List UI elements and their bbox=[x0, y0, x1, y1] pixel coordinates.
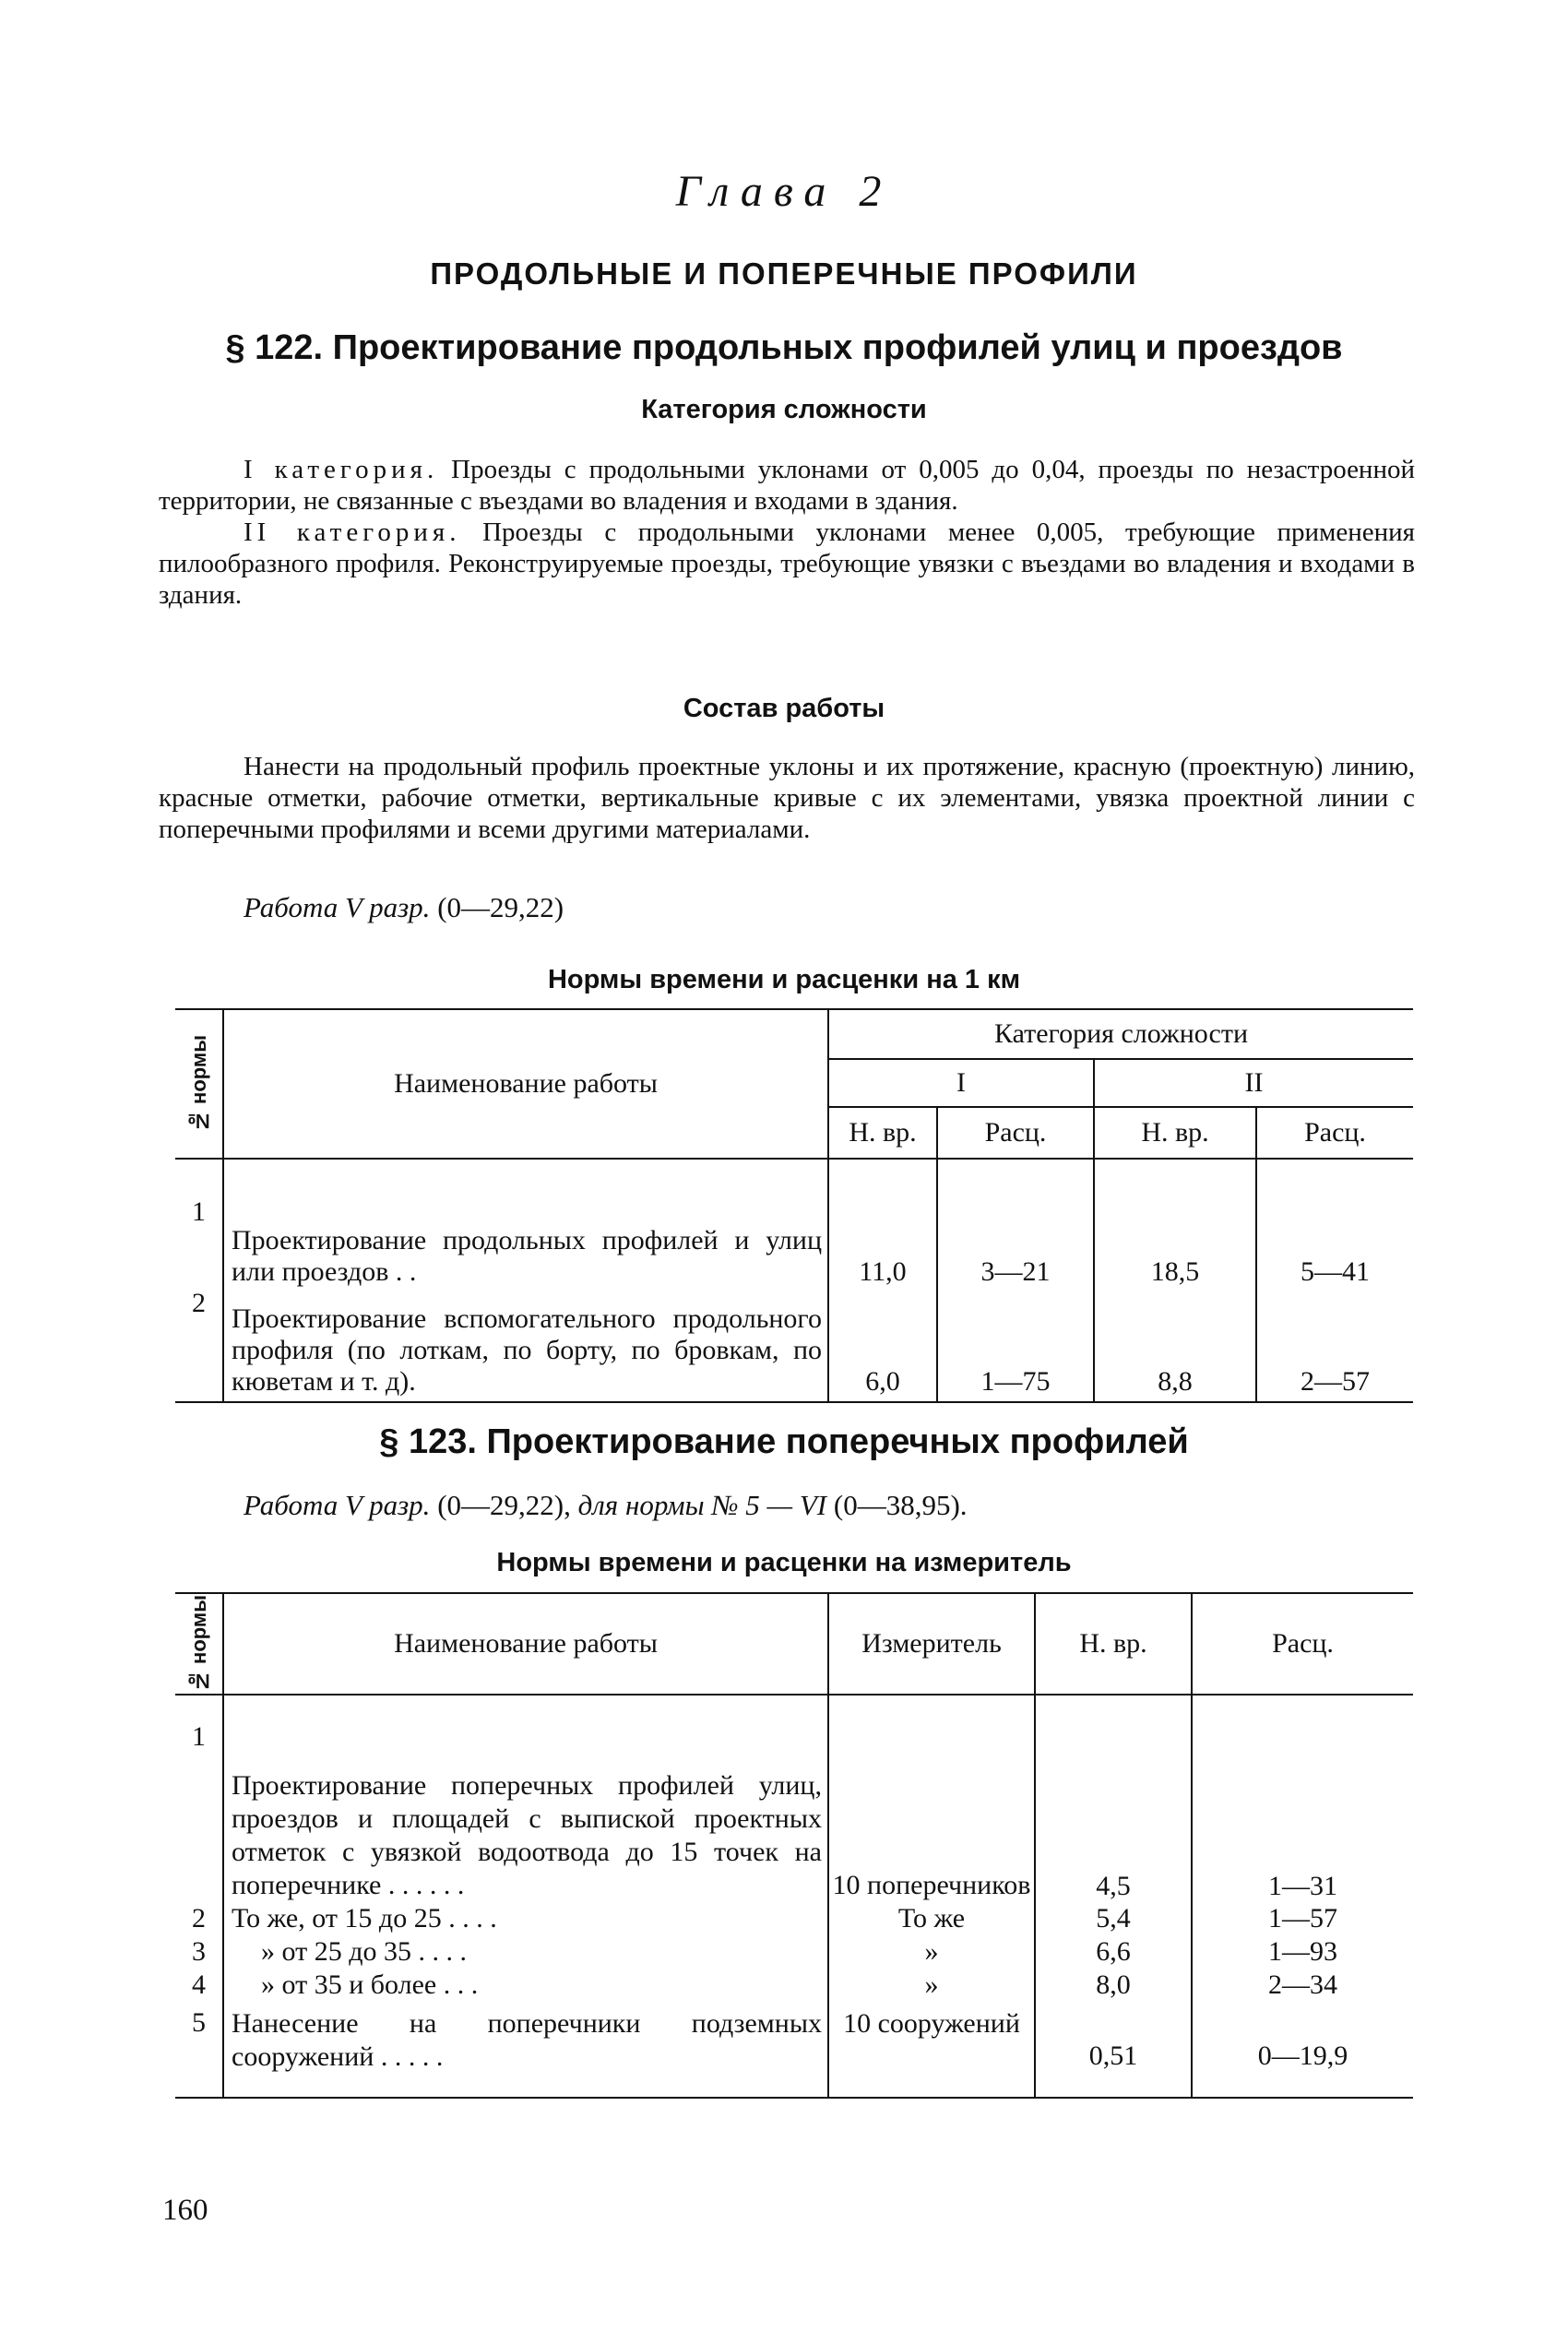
page-number: 160 bbox=[162, 2194, 208, 2227]
rate-II: 2—57 bbox=[1256, 1288, 1413, 1402]
chapter-title: Глава 2 bbox=[675, 167, 893, 216]
norms-table-122 bbox=[175, 1008, 1413, 1403]
chapter-subtitle: ПРОДОЛЬНЫЕ И ПОПЕРЕЧНЫЕ ПРОФИЛИ bbox=[430, 256, 1138, 291]
unit: То же bbox=[828, 1902, 1035, 1935]
table-row bbox=[175, 1288, 1413, 1402]
time-norm: 4,5 bbox=[1035, 1695, 1192, 1902]
rate: 0—19,9 bbox=[1192, 2002, 1413, 2098]
work-name: Проектирование поперечных профилей улиц, проездов и площадей с выпиской проектных отметок с увязкой водоотвода до 15 точек на поперечнике . . . . . . bbox=[223, 1695, 828, 1902]
work-name: Нанесение на поперечники подземных сооружений . . . . . bbox=[223, 2002, 828, 2098]
rate-II: 5—41 bbox=[1256, 1159, 1413, 1288]
norm-number: 2 bbox=[192, 1903, 206, 1933]
rate-I: 1—75 bbox=[937, 1288, 1094, 1402]
norm-number: 1 bbox=[192, 1196, 206, 1227]
time-norm-I: 6,0 bbox=[828, 1288, 937, 1402]
complexity-heading: Категория сложности bbox=[641, 395, 927, 424]
work-name: Проектирование продольных профилей и улиц или проездов . . bbox=[223, 1159, 828, 1288]
time-norm: 5,4 bbox=[1035, 1902, 1192, 1935]
header-category-II: II bbox=[1094, 1059, 1413, 1107]
category-1-text: Проезды с продольными уклонами от 0,005 до 0,04, проезды по незастроенной территории, не связанные с въездами во владения и входами в здания. bbox=[159, 455, 1415, 516]
unit: 10 поперечников bbox=[828, 1695, 1035, 1902]
category-2-label: II категория. bbox=[244, 518, 461, 547]
header-work-name: Наименование работы bbox=[223, 1009, 828, 1159]
work-grade-extra-rate: (0—38,95). bbox=[833, 1489, 968, 1521]
complexity-categories bbox=[159, 454, 1415, 611]
unit: » bbox=[828, 1935, 1035, 1969]
table-row bbox=[175, 1902, 1413, 1935]
norms-table-123 bbox=[175, 1592, 1413, 2099]
work-grade-rate: (0—29,22) bbox=[437, 891, 564, 923]
table-row bbox=[175, 1969, 1413, 2002]
rate: 1—93 bbox=[1192, 1935, 1413, 1969]
work-grade-rate: (0—29,22), bbox=[437, 1489, 571, 1521]
header-rate-II: Расц. bbox=[1256, 1107, 1413, 1159]
work-name: Проектирование вспомогательного продольного профиля (по лоткам, по борту, по бровкам, по кюветам и т. д). bbox=[223, 1288, 828, 1402]
unit: » bbox=[828, 1969, 1035, 2002]
time-norm: 6,6 bbox=[1035, 1935, 1192, 1969]
category-2-text: Проезды с продольными уклонами менее 0,005, требующие применения пилообразного профиля. Реконструируемые проезды, требующие увязки с въездами во владения и входами в здания. bbox=[159, 518, 1415, 610]
header-rate: Расц. bbox=[1192, 1593, 1413, 1695]
work-grade-label: Работа V разр. bbox=[244, 891, 431, 923]
work-grade-extra: для нормы № 5 — VI bbox=[577, 1489, 827, 1521]
time-norm: 8,0 bbox=[1035, 1969, 1192, 2002]
header-work-name: Наименование работы bbox=[223, 1593, 828, 1695]
table-1-caption: Нормы времени и расценки на 1 км bbox=[547, 965, 1021, 994]
header-time-I: Н. вр. bbox=[828, 1107, 937, 1159]
norm-number: 4 bbox=[192, 1969, 206, 2000]
header-time-II: Н. вр. bbox=[1094, 1107, 1256, 1159]
category-2-paragraph bbox=[159, 517, 1415, 611]
time-norm-II: 8,8 bbox=[1094, 1288, 1256, 1402]
header-norm-no: № нормы bbox=[175, 1593, 223, 1695]
header-unit: Измеритель bbox=[828, 1593, 1035, 1695]
work-name: То же, от 15 до 25 . . . . bbox=[223, 1902, 828, 1935]
header-category-I: I bbox=[828, 1059, 1094, 1107]
table-row bbox=[175, 1159, 1413, 1288]
work-grade-label: Работа V разр. bbox=[244, 1489, 431, 1521]
header-norm-no: № нормы bbox=[175, 1009, 223, 1159]
norm-number: 5 bbox=[192, 2007, 206, 2038]
norm-number: 1 bbox=[192, 1721, 206, 1752]
work-composition-heading: Состав работы bbox=[683, 694, 885, 723]
rate-I: 3—21 bbox=[937, 1159, 1094, 1288]
time-norm: 0,51 bbox=[1035, 2002, 1192, 2098]
header-time: Н. вр. bbox=[1035, 1593, 1192, 1695]
work-composition-text: Нанести на продольный профиль проектные уклоны и их протяжение, красную (проектную) линию, красные отметки, рабочие отметки, вертикальные кривые с их элементами, увязка проектной линии с поперечными профилями и всеми другими материалами. bbox=[159, 752, 1415, 844]
unit: 10 сооружений bbox=[828, 2002, 1035, 2098]
time-norm-I: 11,0 bbox=[828, 1159, 937, 1288]
section-122-title: § 122. Проектирование продольных профилей улиц и проездов bbox=[225, 328, 1343, 367]
rate: 2—34 bbox=[1192, 1969, 1413, 2002]
header-rate-I: Расц. bbox=[937, 1107, 1094, 1159]
table-2-caption: Нормы времени и расценки на измеритель bbox=[496, 1548, 1072, 1577]
table-row bbox=[175, 1935, 1413, 1969]
category-1-paragraph bbox=[159, 454, 1415, 517]
table-row bbox=[175, 1695, 1413, 1902]
norm-number: 3 bbox=[192, 1936, 206, 1967]
rate: 1—31 bbox=[1192, 1695, 1413, 1902]
time-norm-II: 18,5 bbox=[1094, 1159, 1256, 1288]
header-category: Категория сложности bbox=[828, 1009, 1413, 1059]
rate: 1—57 bbox=[1192, 1902, 1413, 1935]
work-name: » от 25 до 35 . . . . bbox=[223, 1935, 828, 1969]
work-name: » от 35 и более . . . bbox=[223, 1969, 828, 2002]
work-grade-122 bbox=[244, 891, 564, 924]
section-123-title: § 123. Проектирование поперечных профилей bbox=[379, 1422, 1189, 1461]
category-1-label: I категория. bbox=[244, 455, 439, 484]
table-row bbox=[175, 2002, 1413, 2098]
work-composition bbox=[159, 751, 1415, 845]
norm-number: 2 bbox=[192, 1288, 206, 1318]
work-grade-123 bbox=[244, 1489, 968, 1522]
